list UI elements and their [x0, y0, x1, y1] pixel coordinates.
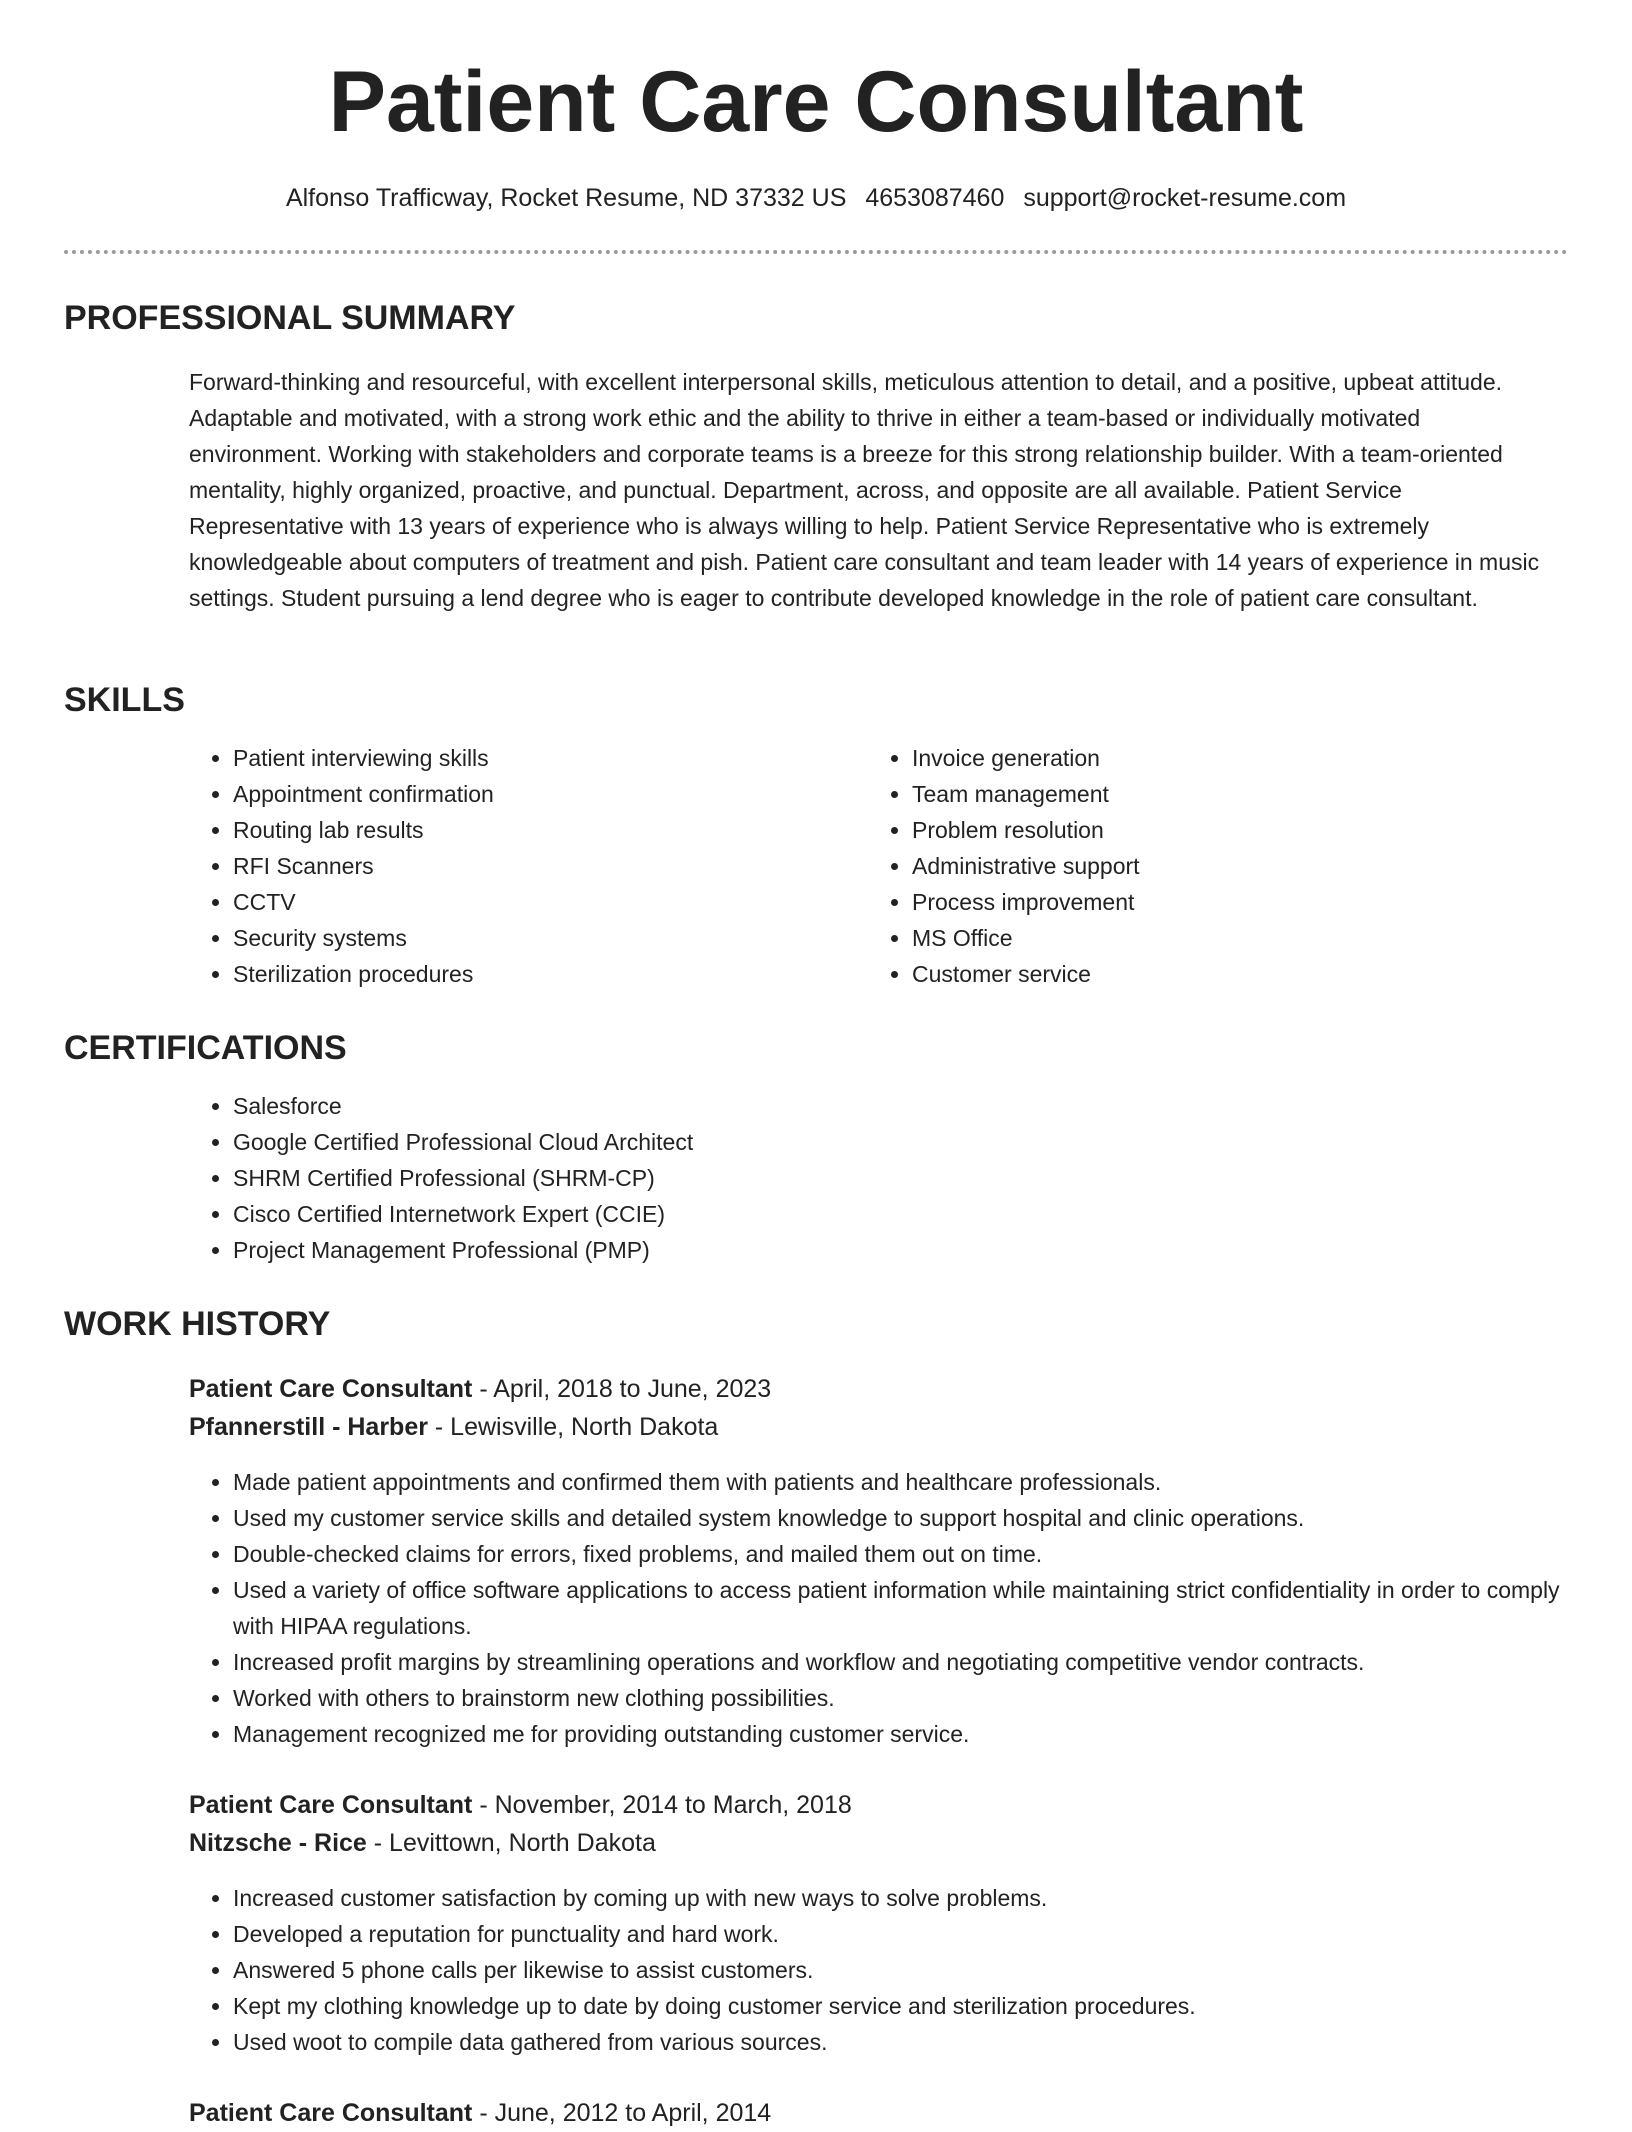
job-dates: - April, 2018 to June, 2023 — [472, 1375, 772, 1403]
job-dates: - November, 2014 to March, 2018 — [472, 1791, 852, 1819]
job-bullet: • Management recognized me for providing outstanding customer service. — [233, 1716, 1603, 1752]
job-location: - Lewisville, North Dakota — [427, 1413, 719, 1441]
resume-name: Patient Care Consultant — [328, 54, 1304, 150]
job-bullet: • Increased profit margins by streamlining operations and workflow and negotiating competitive vendor contracts. — [233, 1644, 1603, 1680]
contact-line — [0, 180, 1632, 216]
skill-item: • Team management — [912, 776, 1572, 812]
skill-item: • Customer service — [912, 956, 1572, 992]
job-title-line — [189, 1786, 1559, 1824]
job-bullet: • Increased customer satisfaction by coming up with new ways to solve problems. — [233, 1880, 1603, 1916]
summary-text: Forward-thinking and resourceful, with excellent interpersonal skills, meticulous attention to detail, and a positive, upbeat attitude. Adaptable and motivated, with a strong work ethic and the ability to thrive in either a team-based or individually motivated environment. Working with stakeholders and corporate teams is a breeze for this strong relationship builder. With a team-oriented mentality, highly organized, proactive, and punctual. Department, across, and opposite are all available. Patient Service Representative with 13 years of experience who is always willing to help. Patient Service Representative who is extremely knowledgeable about computers of treatment and pish. Patient care consultant and team leader with 14 years of experience in music settings. Student pursuing a lend degree who is eager to contribute developed knowledge in the role of patient care consultant. — [189, 369, 1540, 611]
certifications-heading: CERTIFICATIONS — [64, 1029, 347, 1067]
skill-item: • Security systems — [233, 920, 853, 956]
certification-item: • Project Management Professional (PMP) — [233, 1232, 1603, 1268]
certification-item: • Cisco Certified Internetwork Expert (CCIE) — [233, 1196, 1603, 1232]
skill-item: • Appointment confirmation — [233, 776, 853, 812]
job-company-line — [189, 1408, 1559, 1446]
job-bullets — [189, 1880, 1603, 2060]
skill-item: • Patient interviewing skills — [233, 740, 853, 776]
skill-item: • Sterilization procedures — [233, 956, 853, 992]
job-title-line — [189, 1370, 1559, 1408]
skill-item: • Invoice generation — [912, 740, 1572, 776]
certifications-list — [189, 1088, 1603, 1268]
skill-item: • MS Office — [912, 920, 1572, 956]
skills-list-left — [189, 740, 853, 992]
job-company: Nitzsche - Rice — [189, 1829, 367, 1857]
job-role: Patient Care Consultant — [189, 1375, 473, 1403]
job-company: Pfannerstill - Harber — [189, 1413, 428, 1441]
job-bullet: • Double-checked claims for errors, fixed problems, and mailed them out on time. — [233, 1536, 1603, 1572]
skills-heading: SKILLS — [64, 681, 185, 719]
job-bullet: • Used my customer service skills and detailed system knowledge to support hospital and clinic operations. — [233, 1500, 1603, 1536]
job-role: Patient Care Consultant — [189, 2099, 473, 2127]
job-bullet: • Made patient appointments and confirmed them with patients and healthcare professionals. — [233, 1464, 1603, 1500]
job-role: Patient Care Consultant — [189, 1791, 473, 1819]
job-bullet: • Used a variety of office software applications to access patient information while maintaining strict confidentiality in order to comply with HIPAA regulations. — [233, 1572, 1603, 1644]
skill-item: • Problem resolution — [912, 812, 1572, 848]
job-company-line — [189, 1824, 1559, 1862]
job-title-line — [189, 2094, 1559, 2132]
skill-item: • Process improvement — [912, 884, 1572, 920]
skill-item: • RFI Scanners — [233, 848, 853, 884]
job-location: - Levittown, North Dakota — [366, 1829, 656, 1857]
contact-address: Alfonso Trafficway, Rocket Resume, ND 37332 US — [285, 184, 847, 212]
job-bullet: • Used woot to compile data gathered from various sources. — [233, 2024, 1603, 2060]
contact-email[interactable]: support@rocket-resume.com — [1023, 184, 1347, 212]
job-bullet: • Worked with others to brainstorm new clothing possibilities. — [233, 1680, 1603, 1716]
job-bullet: • Answered 5 phone calls per likewise to assist customers. — [233, 1952, 1603, 1988]
skill-item: • Routing lab results — [233, 812, 853, 848]
job-bullet: • Developed a reputation for punctuality and hard work. — [233, 1916, 1603, 1952]
work-history-heading: WORK HISTORY — [64, 1305, 331, 1343]
header-divider — [64, 250, 1568, 254]
job-bullets — [189, 1464, 1603, 1752]
job-dates: - June, 2012 to April, 2014 — [472, 2099, 772, 2127]
job-bullet: • Kept my clothing knowledge up to date by doing customer service and sterilization procedures. — [233, 1988, 1603, 2024]
summary-heading: PROFESSIONAL SUMMARY — [64, 299, 516, 337]
skills-list-right — [868, 740, 1572, 992]
certification-item: • Salesforce — [233, 1088, 1603, 1124]
skill-item: • Administrative support — [912, 848, 1572, 884]
contact-phone: 4653087460 — [865, 184, 1005, 212]
skill-item: • CCTV — [233, 884, 853, 920]
certification-item: • Google Certified Professional Cloud Architect — [233, 1124, 1603, 1160]
certification-item: • SHRM Certified Professional (SHRM-CP) — [233, 1160, 1603, 1196]
